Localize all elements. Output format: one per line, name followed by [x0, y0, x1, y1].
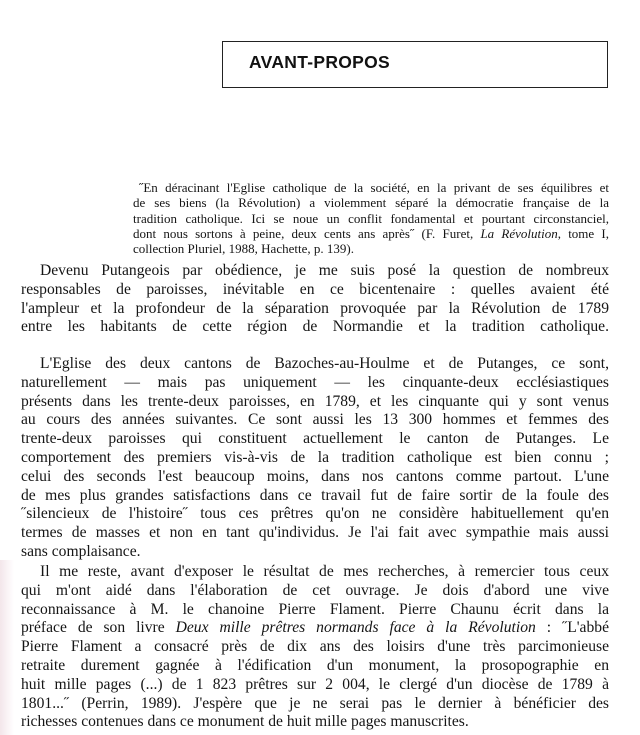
text-line: retraite durement gagnée à l'édification d'un monument, la prosopographie en	[21, 656, 609, 674]
title-box	[222, 41, 608, 88]
text-line: ˝silencieux de l'histoire˝ tous ces prêtres qu'on ne considère habituellement qu'en	[21, 505, 609, 523]
text-line: Pierre Flament a consacré près de dix ans des loisirs d'une très parcimonieuse	[21, 638, 609, 656]
text-segment: préface de son livre	[21, 619, 176, 637]
epigraph-line: tradition catholique. Ici se noue un conflit fondamental et pourtant circonstanciel,	[133, 210, 609, 226]
epigraph-quote	[133, 180, 609, 256]
text-line: termes de masses et non en tant qu'individus. Je l'ai fait avec sympathie mais aussi	[21, 524, 609, 542]
epigraph-line	[133, 226, 609, 241]
text-line: sans complaisance.	[21, 542, 141, 560]
epigraph-text: , tome I,	[557, 225, 609, 241]
text-line: Il me reste, avant d'exposer le résultat de mes recherches, à remercier tous ceux	[40, 563, 609, 580]
text-line: l'ampleur et la profondeur de la séparation provoquée par la Révolution de 1789	[21, 299, 609, 317]
book-title: La Révolution	[480, 225, 558, 241]
text-line: au cours des années suivantes. Ce sont aussi les 13 300 hommes et femmes des	[21, 411, 609, 429]
paragraph-2	[21, 355, 609, 562]
epigraph-line: collection Pluriel, 1988, Hachette, p. 139).	[133, 241, 354, 257]
text-segment: : ˝L'abbé	[535, 619, 609, 637]
text-line: comportement des premiers vis-à-vis de la tradition catholique est bien connu ;	[21, 448, 609, 466]
text-line: huit mille pages (...) de 1 823 prêtres sur 2 004, le clergé d'un diocèse de 1789 à	[21, 675, 609, 693]
text-line: entre les habitants de cette région de Normandie et la tradition catholique.	[21, 318, 609, 336]
text-line: de mes plus grandes satisfactions dans ce travail fut de faire sortir de la foule des	[21, 486, 609, 504]
text-line: Devenu Putangeois par obédience, je me suis posé la question de nombreux	[40, 262, 609, 279]
text-line: 1801...˝ (Perrin, 1989). J'espère que je ne serai pas le dernier à bénéficier des	[21, 694, 609, 712]
page-title: AVANT-PROPOS	[249, 52, 391, 72]
page-edge-shadow	[0, 560, 14, 735]
text-line: présents dans les trente-deux paroisses, en 1789, et les cinquante qui y sont venus	[21, 392, 609, 410]
epigraph-text: dont nous sortons à peine, deux cents ans après˝ (F. Furet,	[133, 225, 481, 241]
text-line: naturellement — mais pas uniquement — les cinquante-deux ecclésiastiques	[21, 373, 609, 391]
text-line: celui des seconds l'est beaucoup moins, dans nos cantons comme partout. L'une	[21, 467, 609, 485]
text-line	[21, 619, 609, 638]
paragraph-1	[21, 262, 609, 337]
epigraph-line: ˝En déracinant l'Eglise catholique de la société, en la privant de ses équilibres et	[139, 180, 609, 195]
text-line: L'Eglise des deux cantons de Bazoches-au-Houlme et de Putanges, ce sont,	[40, 355, 609, 372]
text-line: qui m'ont aidé dans l'élaboration de cet ouvrage. Je dois d'abord une vive	[21, 581, 609, 599]
book-title: Deux mille prêtres normands face à la Révolution	[175, 619, 536, 637]
text-line: trente-deux paroisses qui constituent actuellement le canton de Putanges. Le	[21, 430, 609, 448]
paragraph-3	[21, 563, 609, 732]
epigraph-line: de ses biens (la Révolution) a violemment séparé la démocratie française de la	[133, 195, 609, 211]
text-line: reconnaissance à M. le chanoine Pierre Flament. Pierre Chaunu écrit dans la	[21, 600, 609, 618]
text-line: responsables de paroisses, inévitable en ce bicentenaire : quelles avaient été	[21, 280, 609, 298]
text-line: richesses contenues dans ce monument de huit mille pages manuscrites.	[21, 713, 469, 731]
